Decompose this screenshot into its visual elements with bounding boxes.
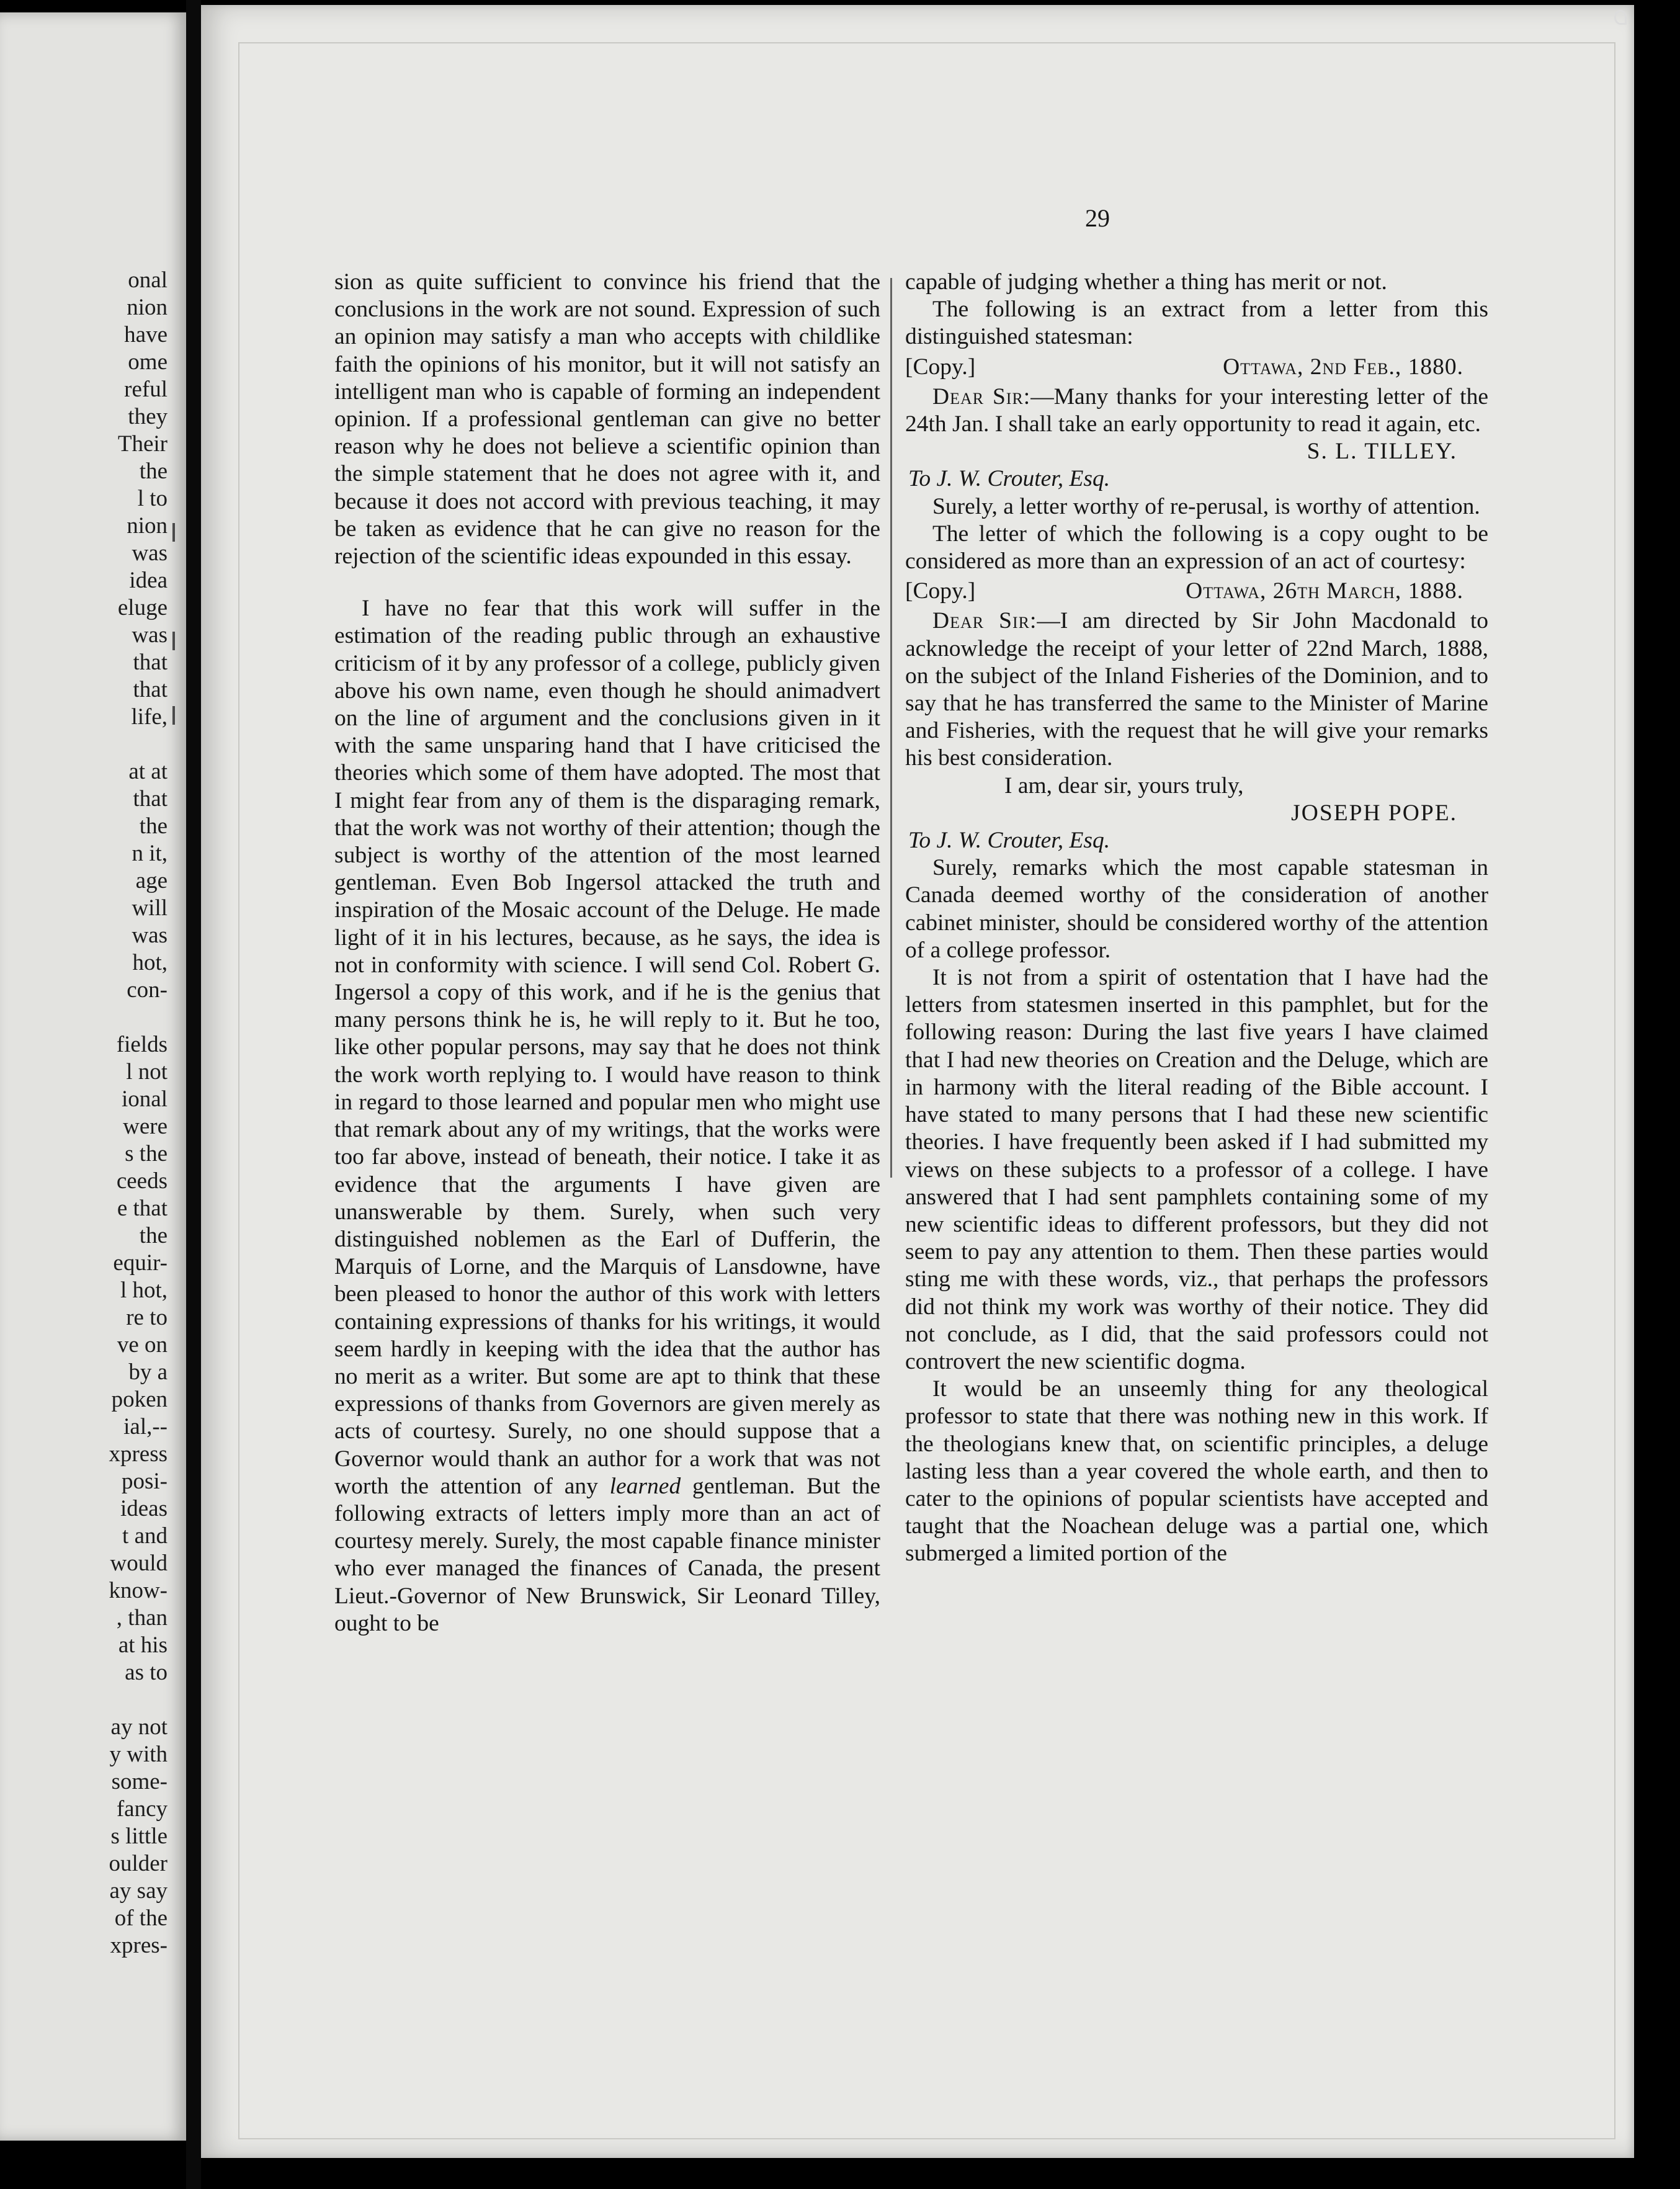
page-fragment: know- (109, 1578, 168, 1603)
page-fragment: have (124, 322, 168, 347)
page-fragment: age (135, 868, 168, 893)
page (201, 5, 1634, 2158)
addressee: To J. W. Crouter, Esq. (908, 466, 1110, 492)
page-fragment: at his (118, 1632, 168, 1658)
letter-text: —Many thanks for your interesting letter of the 24th Jan. I shall take an early opportunity to read it again, etc. (905, 383, 1488, 437)
addressee: To J. W. Crouter, Esq. (908, 828, 1110, 854)
page-fragment: ay say (109, 1878, 168, 1904)
letter-body (905, 383, 1488, 438)
page-fragment: posi- (122, 1469, 168, 1494)
salutation: Dear Sir: (932, 608, 1037, 634)
page-fragment: ay not (110, 1714, 168, 1740)
paragraph: Surely, a letter worthy of re-perusal, is worthy of attention. (932, 493, 1480, 519)
page-fragment: that (133, 650, 168, 675)
page-fragment: by a (128, 1359, 168, 1385)
margin-mark (172, 632, 175, 650)
paragraph: The letter of which the following is a copy ought to be considered as more than an expression of an act of courtesy: (905, 521, 1488, 575)
page-fragment: y with (109, 1742, 168, 1767)
copy-label: [Copy.] (905, 578, 976, 604)
page-fragment: some- (111, 1769, 168, 1794)
page-fragment: , than (116, 1605, 168, 1631)
page-fragment: s little (110, 1824, 168, 1849)
page-fragment: were (123, 1114, 168, 1139)
page-fragment: poken (111, 1387, 168, 1412)
salutation: Dear Sir: (932, 383, 1031, 410)
corner-mark (1614, 10, 1627, 25)
page-fragment: con- (127, 977, 168, 1003)
page-fragment: they (128, 404, 168, 429)
paragraph: It would be an unseemly thing for any theological professor to state that there was nothing new in this work. If the theologians knew that, on scientific principles, a deluge lasting less than a year covered the whole earth, and then to cater to the opinions of popular scientists have accepted and taught that the Noachean deluge was a partial one, which submerged a limited portion of the (905, 1376, 1488, 1567)
page-fragment: ial,-- (123, 1414, 168, 1439)
page-fragment: ceeds (116, 1168, 168, 1194)
page-fragment: at at (128, 759, 168, 784)
page-fragment: equir- (113, 1250, 168, 1276)
previous-page-edge (0, 12, 186, 2141)
page-fragment: nion (127, 513, 168, 539)
text-run: I have no fear that this work will suffer in the estimation of the reading public through an exhaustive criticism of it by any professor of a college, publicly given above his own name, even though he should animadvert on the line of argument and the conclusions given in it with the same unsparing hand that I have criticised the theories which some of them have adopted. The most that I might fear from any of them is the disparaging remark, that the work was not worthy of their attention; though the subject is worthy of the attention of the most learned gentleman. Even Bob Ingersol attacked the truth and inspiration of the Mosaic account of the Deluge. He made light of it in his lectures, because, as he says, the idea is not in conformity with science. I will send Col. Robert G. Ingersol a copy of this work, and if he is the genius that many persons think he is, he will reply to it. But he too, like other popular persons, may say that he does not think the work worth replying to. I would have reason to think in regard to those learned and popular men who might use that remark about any of my writings, that the works were too far above, instead of beneath, their notice. I take it as evidence that the arguments I have given are unanswerable by them. Surely, when such very distinguished noblemen as the Earl of Dufferin, the Marquis of Lorne, and the Marquis of Lansdowne, have been pleased to honor the author of this work with letters containing expressions of thanks for his writings, it would seem hardly in keeping with the idea that the author has no merit as a writer. But some are apt to think that these expressions of thanks from Governors are given merely as acts of courtesy. Surely, no one should suppose that a Governor would thank an author for a work that was not worth the attention of any (334, 596, 880, 1499)
emphasis: learned (609, 1473, 681, 1499)
page-fragment: the (139, 459, 168, 484)
page-fragment: the (139, 813, 168, 839)
letter-header (905, 354, 1488, 381)
page-fragment: would (110, 1551, 168, 1576)
letter-header (905, 578, 1488, 605)
page-fragment: l to (137, 486, 168, 511)
closing: I am, dear sir, yours truly, (1004, 772, 1244, 799)
page-fragment: the (139, 1223, 168, 1248)
paragraph: sion as quite sufficient to convince his friend that the conclusions in the work are not sound. Expression of such an opinion may satisfy a man who accepts with childlike faith the opinions of his monitor, but it will not satisfy an intelligent man who is capable of forming an independent opinion. If a professional gentleman can give no better reason why he does not believe a scientific opinion than the simple statement that he does not agree with it, and because it does not accord with previous teaching, it may be taken as evidence that he can give no reason for the rejection of the scientific ideas expounded in this essay. (334, 269, 880, 570)
text-run: gentleman. But the following extracts of letters imply more than an act of courtesy merely. Surely, the most capable finance minister who ever managed the finances of Canada, the present Lieut.-Governor of New Brunswick, Sir Leonard Tilley, ought to be (334, 1473, 881, 1636)
page-fragment: was (132, 540, 168, 566)
page-fragment: xpress (109, 1441, 168, 1467)
page-fragment: ome (128, 349, 168, 375)
paragraph: The following is an extract from a letter from this distinguished statesman: (905, 297, 1488, 350)
dateline: Ottawa, 2nd Feb., 1880. (1223, 354, 1463, 380)
page-fragment: fields (116, 1032, 168, 1057)
page-fragment: onal (128, 267, 168, 293)
page-fragment: was (132, 923, 168, 948)
left-column (334, 269, 880, 1637)
column-rule (890, 278, 892, 1178)
page-fragment: idea (129, 568, 168, 593)
page-fragment: that (133, 677, 168, 702)
page-fragment: oulder (109, 1851, 168, 1876)
right-column (905, 269, 1488, 1568)
page-fragment: that (133, 786, 168, 812)
signature: S. L. TILLEY. (1307, 439, 1457, 465)
paragraph (334, 595, 880, 1637)
margin-mark (172, 523, 175, 542)
page-fragment: as to (125, 1660, 168, 1685)
copy-label: [Copy.] (905, 354, 976, 380)
page-fragment: l hot, (120, 1278, 168, 1303)
page-fragment: e that (117, 1196, 168, 1221)
page-fragment: ional (122, 1086, 168, 1112)
page-fragment: hot, (132, 950, 168, 975)
page-fragment: will (132, 895, 168, 921)
page-fragment: ideas (120, 1496, 168, 1521)
page-fragment: Their (117, 431, 168, 457)
page-fragment: fancy (116, 1796, 168, 1822)
paragraph: Surely, remarks which the most capable statesman in Canada deemed worthy of the consideration of another cabinet minister, should be considered worthy of the attention of a college professor. (905, 855, 1488, 963)
page-fragment: reful (124, 377, 168, 402)
page-fragment: ve on (117, 1332, 168, 1358)
letter-body (905, 607, 1488, 772)
margin-mark (172, 706, 175, 725)
page-fragment: xpres- (110, 1933, 168, 1958)
page-fragment: re to (126, 1305, 168, 1330)
page-fragment: l not (126, 1059, 168, 1085)
page-fragment: of the (114, 1905, 168, 1931)
page-fragment: eluge (117, 595, 168, 620)
letter-text: —I am directed by Sir John Macdonald to acknowledge the receipt of your letter of 22nd March, 1888, on the subject of the Inland Fisheries of the Dominion, and to say that he has transferred the same to the Minister of Marine and Fisheries, with the request that he will give your remarks his best consideration. (905, 608, 1488, 771)
page-fragment: n it, (132, 841, 168, 866)
page-fragment: t and (122, 1523, 168, 1549)
page-fragment: s the (125, 1141, 168, 1166)
page-number: 29 (1085, 204, 1110, 232)
book-gutter (186, 0, 201, 2189)
page-fragment: was (132, 622, 168, 648)
dateline: Ottawa, 26th March, 1888. (1186, 578, 1463, 604)
paragraph: capable of judging whether a thing has merit or not. (905, 269, 1387, 295)
paragraph: It is not from a spirit of ostentation that I have had the letters from statesmen inserted in this pamphlet, but for the following reason: During the last five years I have claimed that I had new theories on Creation and the Deluge, which are in harmony with the literal reading of the Bible account. I have stated to many persons that I had these new scientific theories. I have frequently been asked if I had submitted my views on these subjects to a professor of a college. I have answered that I had sent pamphlets containing some of my new scientific ideas to different professors, but they did not seem to pay any attention to them. Then these parties would sting me with these words, viz., that perhaps the professors did not think my work was worthy of their notice. They did not conclude, as I did, that the said professors could not controvert the new scientific dogma. (905, 965, 1488, 1374)
page-fragment: nion (127, 295, 168, 320)
signature: JOSEPH POPE. (1291, 800, 1457, 826)
page-fragment: life, (131, 704, 168, 730)
